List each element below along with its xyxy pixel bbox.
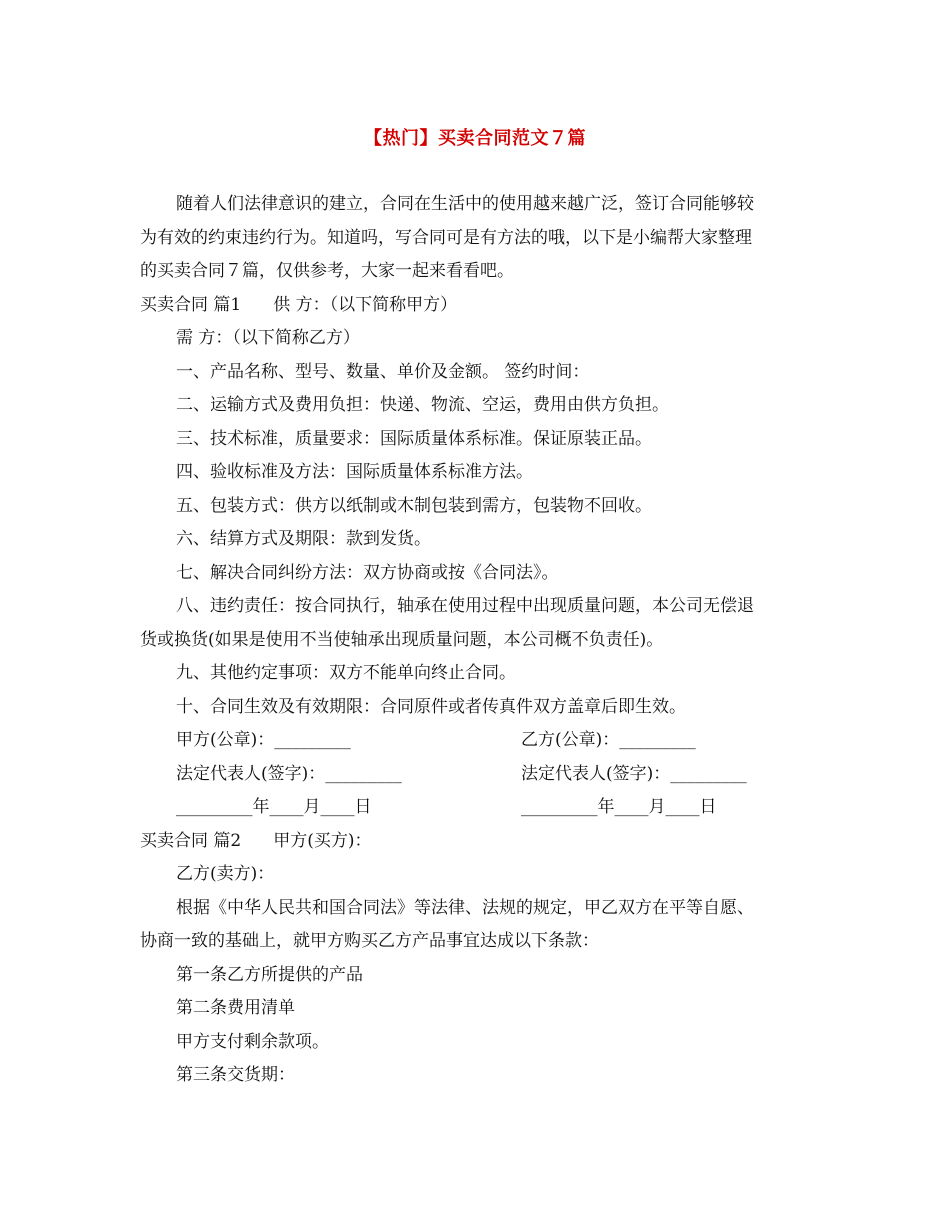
- section-2-para-line-1: 根据《中华人民共和国合同法》等法律、法规的规定，甲乙双方在平等自愿、: [176, 897, 754, 918]
- party-a-seal: 甲方(公章)：_________: [176, 730, 351, 750]
- clause-6: 六、结算方式及期限：款到发货。: [176, 529, 431, 549]
- seller-party-line: 乙方(卖方)：: [176, 864, 275, 884]
- section-1-heading: [140, 289, 820, 323]
- buyer-party-line: 甲方(买方)：: [273, 830, 372, 851]
- party-b-date: _________年____月____日: [521, 797, 717, 817]
- section-2-para-line-2: 协商一致的基础上，就甲方购买乙方产品事宜达成以下条款：: [140, 931, 599, 951]
- remaining-payment-line: 甲方支付剩余款项。: [176, 1031, 329, 1052]
- signature-row-date: [140, 791, 820, 825]
- document-title: 【热门】买卖合同范文７篇: [364, 128, 586, 149]
- supplier-line: 供 方：（以下简称甲方）: [273, 294, 458, 315]
- section-2-heading: [140, 825, 820, 859]
- signature-row-representative: [140, 758, 820, 792]
- intro-line-1: 随着人们法律意识的建立，合同在生活中的使用越来越广泛，签订合同能够较: [176, 194, 754, 214]
- clause-7: 七、解决合同纠纷方法：双方协商或按《合同法》。: [176, 562, 559, 583]
- clause-10: 十、合同生效及有效期限：合同原件或者传真件双方盖章后即生效。: [176, 696, 686, 717]
- buyer-line: 需 方：（以下简称乙方）: [176, 328, 360, 348]
- article-1: 第一条乙方所提供的产品: [176, 964, 363, 985]
- clause-8: 八、违约责任：按合同执行，轴承在使用过程中出现质量问题，本公司无偿退: [176, 596, 754, 616]
- signature-row-seal: [140, 724, 820, 758]
- article-3: 第三条交货期：: [176, 1065, 295, 1085]
- article-2: 第二条费用清单: [176, 998, 295, 1018]
- clause-4: 四、验收标准及方法：国际质量体系标准方法。: [176, 462, 533, 482]
- party-a-date: _________年____月____日: [176, 797, 372, 817]
- party-a-representative: 法定代表人(签字)：_________: [176, 763, 402, 784]
- intro-line-2: 为有效的约束违约行为。知道吗，写合同可是有方法的哦，以下是小编帮大家整理: [140, 227, 752, 248]
- clause-1: 一、产品名称、型号、数量、单价及金额。 签约时间：: [176, 361, 590, 382]
- clause-9: 九、其他约定事项：双方不能单向终止合同。: [176, 663, 516, 683]
- section-2-title: 买卖合同 篇2: [140, 830, 242, 851]
- clause-5: 五、包装方式：供方以纸制或木制包装到需方，包装物不回收。: [176, 495, 652, 516]
- clause-3: 三、技术标准，质量要求：国际质量体系标准。保证原装正品。: [176, 428, 652, 449]
- document-body: [140, 188, 820, 1093]
- party-b-representative: 法定代表人(签字)：_________: [521, 763, 747, 784]
- party-b-seal: 乙方(公章)：_________: [521, 730, 696, 750]
- section-1-title: 买卖合同 篇1: [140, 294, 242, 315]
- intro-line-3: 的买卖合同７篇，仅供参考，大家一起来看看吧。: [140, 261, 514, 281]
- clause-8-continued: 货或换货(如果是使用不当使轴承出现质量问题，本公司概不负责任)。: [140, 629, 664, 650]
- clause-2: 二、运输方式及费用负担：快递、物流、空运，费用由供方负担。: [176, 395, 669, 415]
